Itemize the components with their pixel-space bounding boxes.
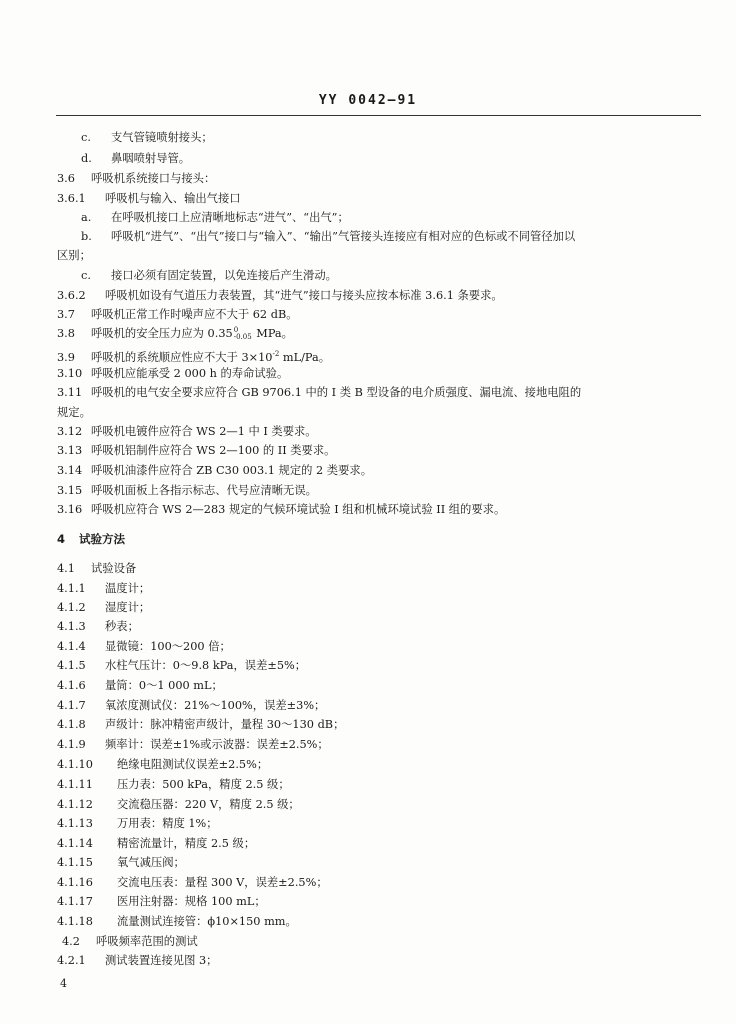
section-heading: 4 试验方法 [57, 532, 125, 546]
clause: 4.1.12 交流稳压器：220 V，精度 2.5 级； [57, 798, 300, 811]
clause: 4.1.9 频率计：误差±1%或示波器：误差±2.5%； [57, 738, 329, 751]
clause: 3.6.2 呼吸机如设有气道压力表装置，其“进气”接口与接头应按本标准 3.6.1 条要求。 [57, 289, 503, 302]
clause: 4.1.4 显微镜：100～200 倍； [57, 640, 231, 653]
clause: 4.2 呼吸频率范围的测试 [62, 935, 198, 948]
clause: 4.1.15 氧气减压阀； [57, 856, 185, 869]
clause: 3.13 呼吸机铝制件应符合 WS 2—100 的 II 类要求。 [57, 444, 336, 457]
clause: 4.2.1 测试装置连接见图 3； [57, 954, 218, 967]
clause: 4.1 试验设备 [57, 562, 137, 575]
clause: 4.1.14 精密流量计，精度 2.5 级； [57, 837, 256, 850]
clause: 4.1.6 量筒：0～1 000 mL； [57, 679, 223, 692]
list-item: d. 鼻咽喷射导管。 [81, 152, 191, 165]
clause: 4.1.11 压力表：500 kPa，精度 2.5 级； [57, 778, 290, 791]
clause: 3.9 呼吸机的系统顺应性应不大于 $3\times 10^{-2}$ mL/Pa。 [57, 350, 331, 364]
clause: 4.1.1 温度计； [57, 582, 151, 595]
list-item: c. 接口必须有固定装置，以免连接后产生滑动。 [81, 269, 337, 282]
continuation-text: 规定。 [57, 406, 91, 419]
list-item: a. 在呼吸机接口上应清晰地标志“进气”、“出气”； [81, 211, 349, 224]
list-item: c. 支气管镜喷射接头； [81, 131, 213, 144]
clause: 4.1.7 氧浓度测试仪：21%～100%，误差±3%； [57, 699, 326, 712]
clause: 3.8 呼吸机的安全压力应为 0.35 0 -0.05 MPa。 [57, 326, 293, 341]
page-number: 4 [60, 977, 67, 990]
clause: 3.6 呼吸机系统接口与接头： [57, 172, 216, 185]
standard-code-header: YY 0042—91 [318, 93, 418, 108]
clause: 4.1.3 秒表； [57, 620, 139, 633]
clause: 4.1.17 医用注射器：规格 100 mL； [57, 895, 266, 908]
clause: 3.6.1 呼吸机与输入、输出气接口 [57, 192, 241, 205]
clause: 4.1.16 交流电压表：量程 300 V，误差±2.5%； [57, 876, 328, 889]
clause: 4.1.10 绝缘电阻测试仪误差±2.5%； [57, 758, 269, 771]
clause: 3.12 呼吸机电镀件应符合 WS 2—1 中 I 类要求。 [57, 425, 317, 438]
clause: 4.1.13 万用表：精度 1%； [57, 817, 218, 830]
continuation-text: 区别； [57, 249, 91, 262]
clause: 3.10 呼吸机应能承受 2 000 h 的寿命试验。 [57, 367, 289, 380]
clause: 4.1.8 声级计：脉冲精密声级计，量程 30～130 dB； [57, 718, 345, 731]
clause: 3.16 呼吸机应符合 WS 2—283 规定的气候环境试验 I 组和机械环境试验 II 组的要求。 [57, 503, 506, 516]
clause: 4.1.18 流量测试连接管：ϕ10×150 mm。 [57, 915, 297, 928]
clause: 3.14 呼吸机油漆件应符合 ZB C30 003.1 规定的 2 类要求。 [57, 464, 372, 477]
clause: 4.1.2 湿度计； [57, 601, 151, 614]
list-item: b. 呼吸机“进气”、“出气”接口与“输入”、“输出”气管接头连接应有相对应的色标或不同管径加以 [81, 230, 576, 243]
clause: 4.1.5 水柱气压计：0～9.8 kPa，误差±5%； [57, 659, 307, 672]
clause: 3.7 呼吸机正常工作时噪声应不大于 62 dB。 [57, 308, 298, 321]
clause: 3.15 呼吸机面板上各指示标志、代号应清晰无误。 [57, 484, 317, 497]
clause: 3.11 呼吸机的电气安全要求应符合 GB 9706.1 中的 I 类 B 型设备的电介质强度、漏电流、接地电阻的 [57, 386, 582, 399]
header-rule [56, 115, 701, 116]
